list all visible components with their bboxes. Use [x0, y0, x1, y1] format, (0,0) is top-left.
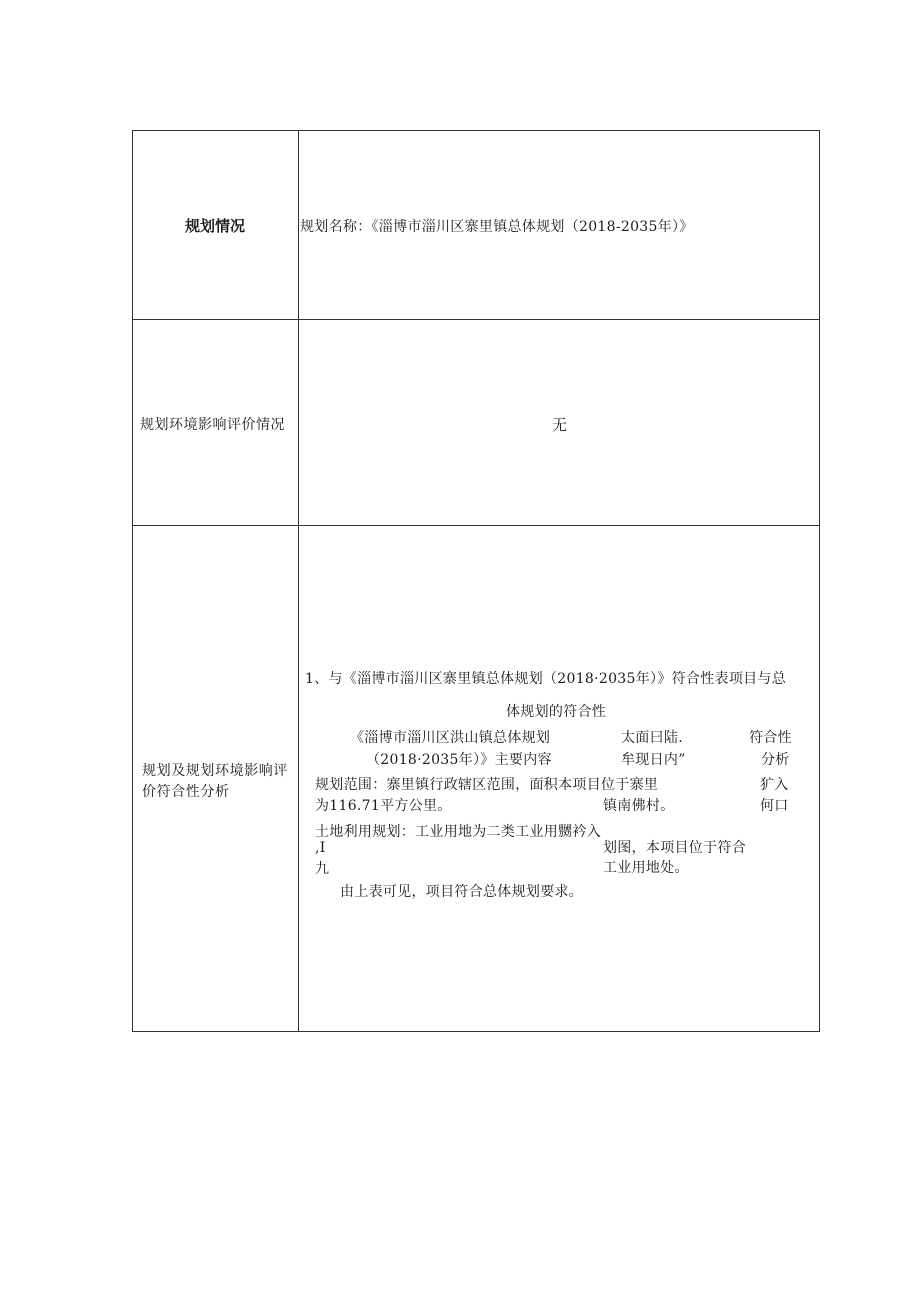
planning-name-text: 规划名称：《淄博市淄川区寨里镇总体规划（2018-2035年）》: [300, 219, 694, 235]
eia-status-label: 规划环境影响评价情况: [140, 417, 285, 433]
row2-col2-line2: 工业用地处。: [603, 860, 689, 876]
row2-line2: ,I: [315, 840, 326, 856]
row1-col2: 镇南佛村。: [603, 798, 675, 814]
table-header-col2-line2: 牟现日内”: [621, 752, 686, 768]
column-divider: [298, 131, 299, 1031]
analysis-heading-line2: 体规划的符合性: [506, 704, 607, 720]
row1-col3-line1: 犷入: [760, 777, 789, 793]
row2-col2-line1: 划图，本项目位于符合: [603, 840, 746, 856]
row1-line1: 规划范围：寨里镇行政辖区范围，面积本项目位于寨里: [315, 777, 659, 793]
row1-col3-line2: 何口: [760, 798, 789, 814]
row-divider-1: [133, 319, 819, 320]
planning-table: [132, 130, 820, 1032]
table-header-col3-line1: 符合性: [749, 730, 792, 746]
table-header-col1-line1: 《淄博市淄川区洪山镇总体规划: [350, 730, 551, 746]
compliance-label-line2: 价符合性分析: [142, 784, 230, 800]
table-header-col2-line1: 太面曰陆.: [621, 730, 683, 746]
table-header-col3-line2: 分析: [761, 752, 790, 768]
table-header-col1-line2: （2018·2035年）》主要内容: [366, 752, 552, 768]
row2-line3: 九: [315, 861, 330, 877]
eia-status-value: 无: [552, 416, 568, 434]
row-divider-2: [133, 525, 819, 526]
row2-line1: 土地利用规划：工业用地为二类工业用嬲衿入: [315, 824, 601, 840]
analysis-conclusion: 由上表可见，项目符合总体规划要求。: [340, 884, 584, 900]
analysis-heading-line1: 1、与《淄博市淄川区寨里镇总体规划（2018·2035年）》符合性表项目与总: [305, 671, 787, 687]
row1-line2: 为116.71平方公里。: [315, 798, 452, 814]
planning-status-label: 规划情况: [185, 217, 246, 235]
compliance-label-line1: 规划及规划环境影响评: [142, 763, 288, 779]
